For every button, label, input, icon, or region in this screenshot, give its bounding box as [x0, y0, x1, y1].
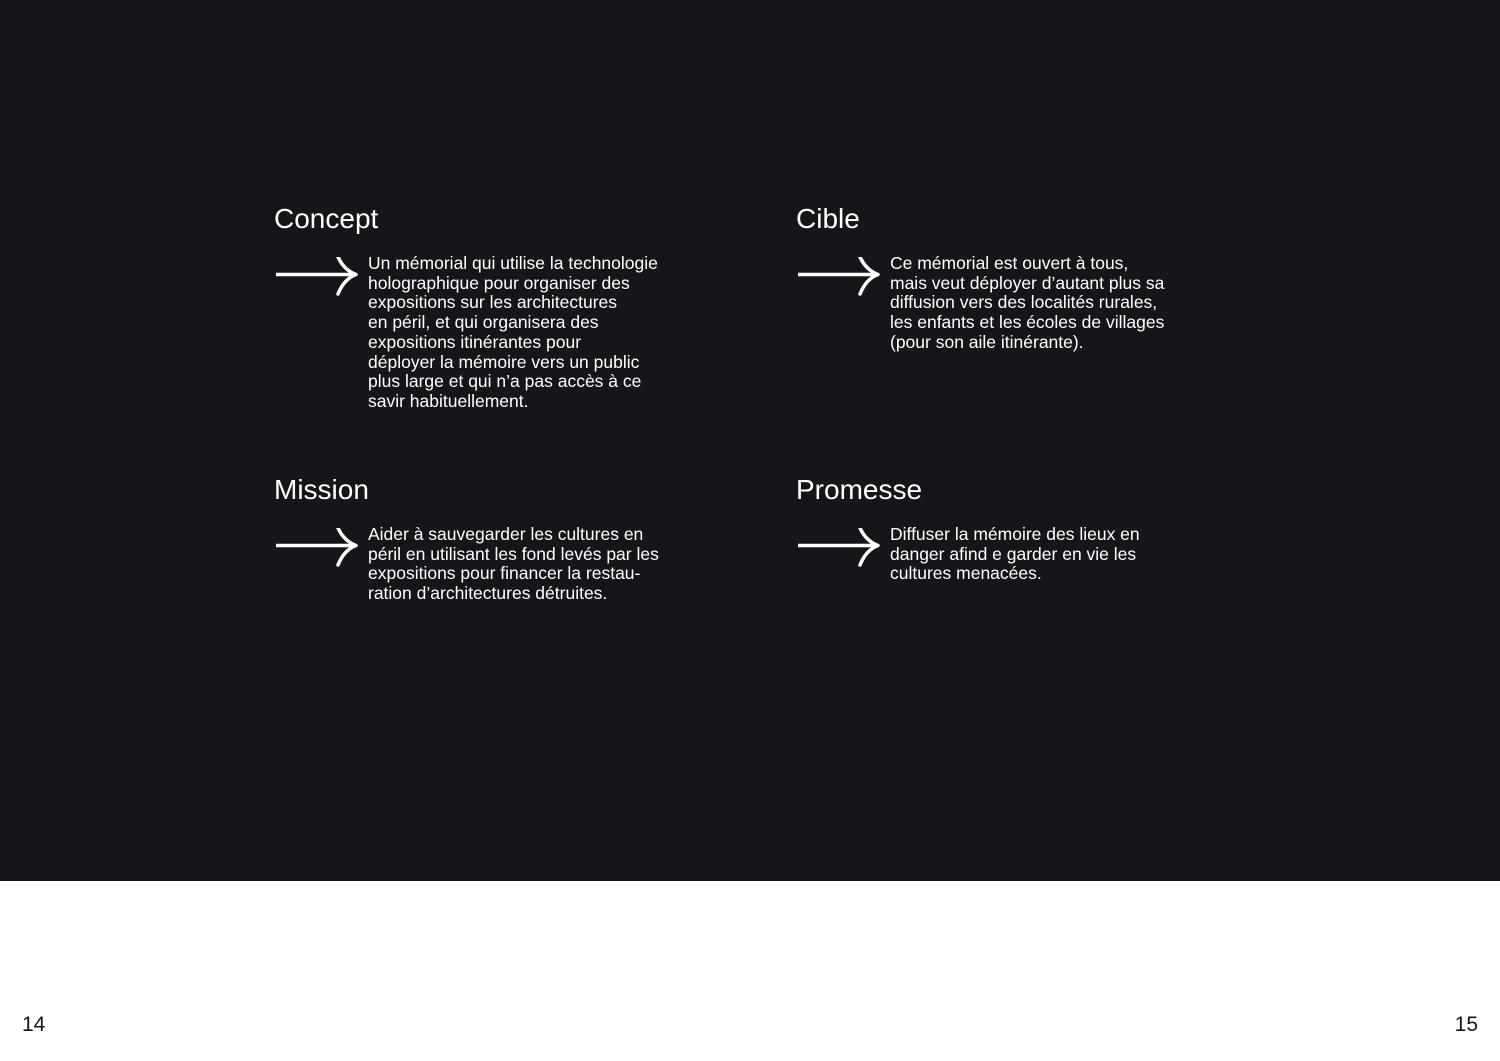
cible-title: Cible	[796, 203, 860, 234]
concept-description: Un mémorial qui utilise la technologie holographique pour organiser des expositions sur les architectures en péril, et qui organisera des expositions itinérantes pour déployer la mémoire vers un public plus large et qui n’a pas accès à ce savir habituellement.	[368, 253, 658, 411]
page-number-right: 15	[1454, 1013, 1478, 1036]
page-number-left: 14	[22, 1013, 46, 1036]
arrow-right-icon	[276, 528, 358, 568]
arrow-right-icon	[798, 528, 880, 568]
mission-description: Aider à sauvegarder les cultures en péril en utilisant les fond levés par les expositions pour financer la restau- ration d’architectures détruites.	[368, 524, 659, 604]
promesse-title: Promesse	[796, 474, 923, 505]
arrow-right-icon	[276, 257, 358, 297]
promesse-description: Diffuser la mémoire des lieux en danger afind e garder en vie les cultures menacées.	[890, 524, 1140, 584]
cible-description: Ce mémorial est ouvert à tous, mais veut déployer d’autant plus sa diffusion vers des localités rurales, les enfants et les écoles de villages (pour son aile itinérante).	[890, 253, 1165, 352]
arrow-right-icon	[798, 257, 880, 297]
mission-title: Mission	[274, 474, 369, 505]
concept-title: Concept	[274, 203, 379, 234]
